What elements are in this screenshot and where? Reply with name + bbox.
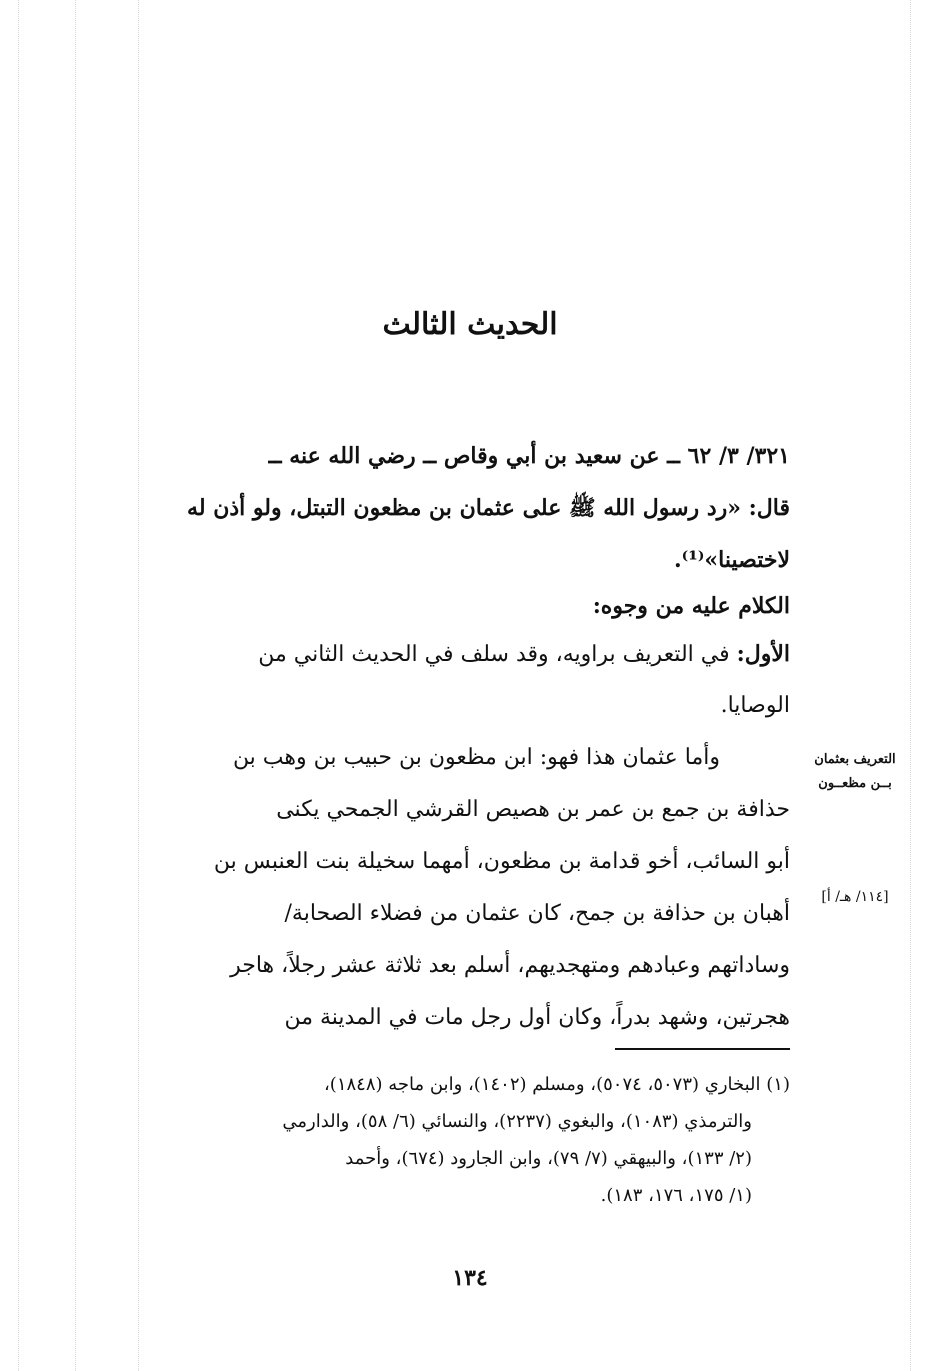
footnote-line: (١/ ١٧٥، ١٧٦، ١٨٣). xyxy=(600,1185,752,1206)
bio-line: أهبان بن حذافة بن جمح، كان عثمان من فضلاء الصحابة/ xyxy=(284,901,790,926)
footnotes xyxy=(118,1066,790,1214)
scan-guide-line xyxy=(910,0,911,1371)
commentary-heading-block xyxy=(118,580,790,632)
manuscript-folio-reference: [١١٤/ هـ/ أ] xyxy=(821,889,889,905)
first-aspect-label: الأول: xyxy=(736,641,790,667)
first-aspect-continuation: الوصايا. xyxy=(720,693,790,718)
margin-note-biography xyxy=(800,748,910,796)
commentary-heading: الكلام عليه من وجوه: xyxy=(592,593,790,619)
first-aspect-text: في التعريف براويه، وقد سلف في الحديث الثاني من xyxy=(258,642,737,667)
commentary-body xyxy=(118,628,790,1044)
bio-line: وأما عثمان هذا فهو: ابن مظعون بن حبيب بن وهب بن xyxy=(232,745,720,770)
margin-note-line: بــن مظعــون xyxy=(818,776,892,791)
bio-line: أبو السائب، أخو قدامة بن مظعون، أمهما سخيلة بنت العنبس بن xyxy=(213,849,790,874)
first-aspect-line xyxy=(118,628,790,680)
footnote-line: (٢/ ١٣٣)، والبيهقي (٧/ ٧٩)، وابن الجارود (٦٧٤)، وأحمد xyxy=(345,1148,752,1169)
footnote-line: (١) البخاري (٥٠٧٣، ٥٠٧٤)، ومسلم (١٤٠٢)، وابن ماجه (١٨٤٨)، xyxy=(323,1074,790,1095)
hadith-line: قال: «رد رسول الله ﷺ على عثمان بن مظعون التبتل، ولو أذن له xyxy=(187,495,790,521)
scan-guide-line xyxy=(75,0,76,1371)
bio-line: حذافة بن جمع بن عمر بن هصيص القرشي الجمحي يكنى xyxy=(276,797,790,822)
scan-guide-line xyxy=(18,0,19,1371)
hadith-line: ٣٢١/ ٣/ ٦٢ ــ عن سعيد بن أبي وقاص ــ رضي الله عنه ــ xyxy=(268,443,790,469)
bio-line: وساداتهم وعبادهم ومتهجديهم، أسلم بعد ثلاثة عشر رجلاً، هاجر xyxy=(230,953,790,978)
footnote-line: والترمذي (١٠٨٣)، والبغوي (٢٢٣٧)، والنسائي (٦/ ٥٨)، والدارمي xyxy=(282,1111,752,1132)
bio-line: هجرتين، وشهد بدراً، وكان أول رجل مات في المدينة من xyxy=(284,1005,790,1030)
page-number: ١٣٤ xyxy=(452,1265,488,1291)
footnote-separator xyxy=(615,1048,790,1050)
section-title: الحديث الثالث xyxy=(382,307,558,342)
hadith-text xyxy=(118,430,790,586)
margin-note-line: التعريف بعثمان xyxy=(814,752,896,767)
hadith-line: لاختصينا»⁽¹⁾. xyxy=(673,547,790,573)
